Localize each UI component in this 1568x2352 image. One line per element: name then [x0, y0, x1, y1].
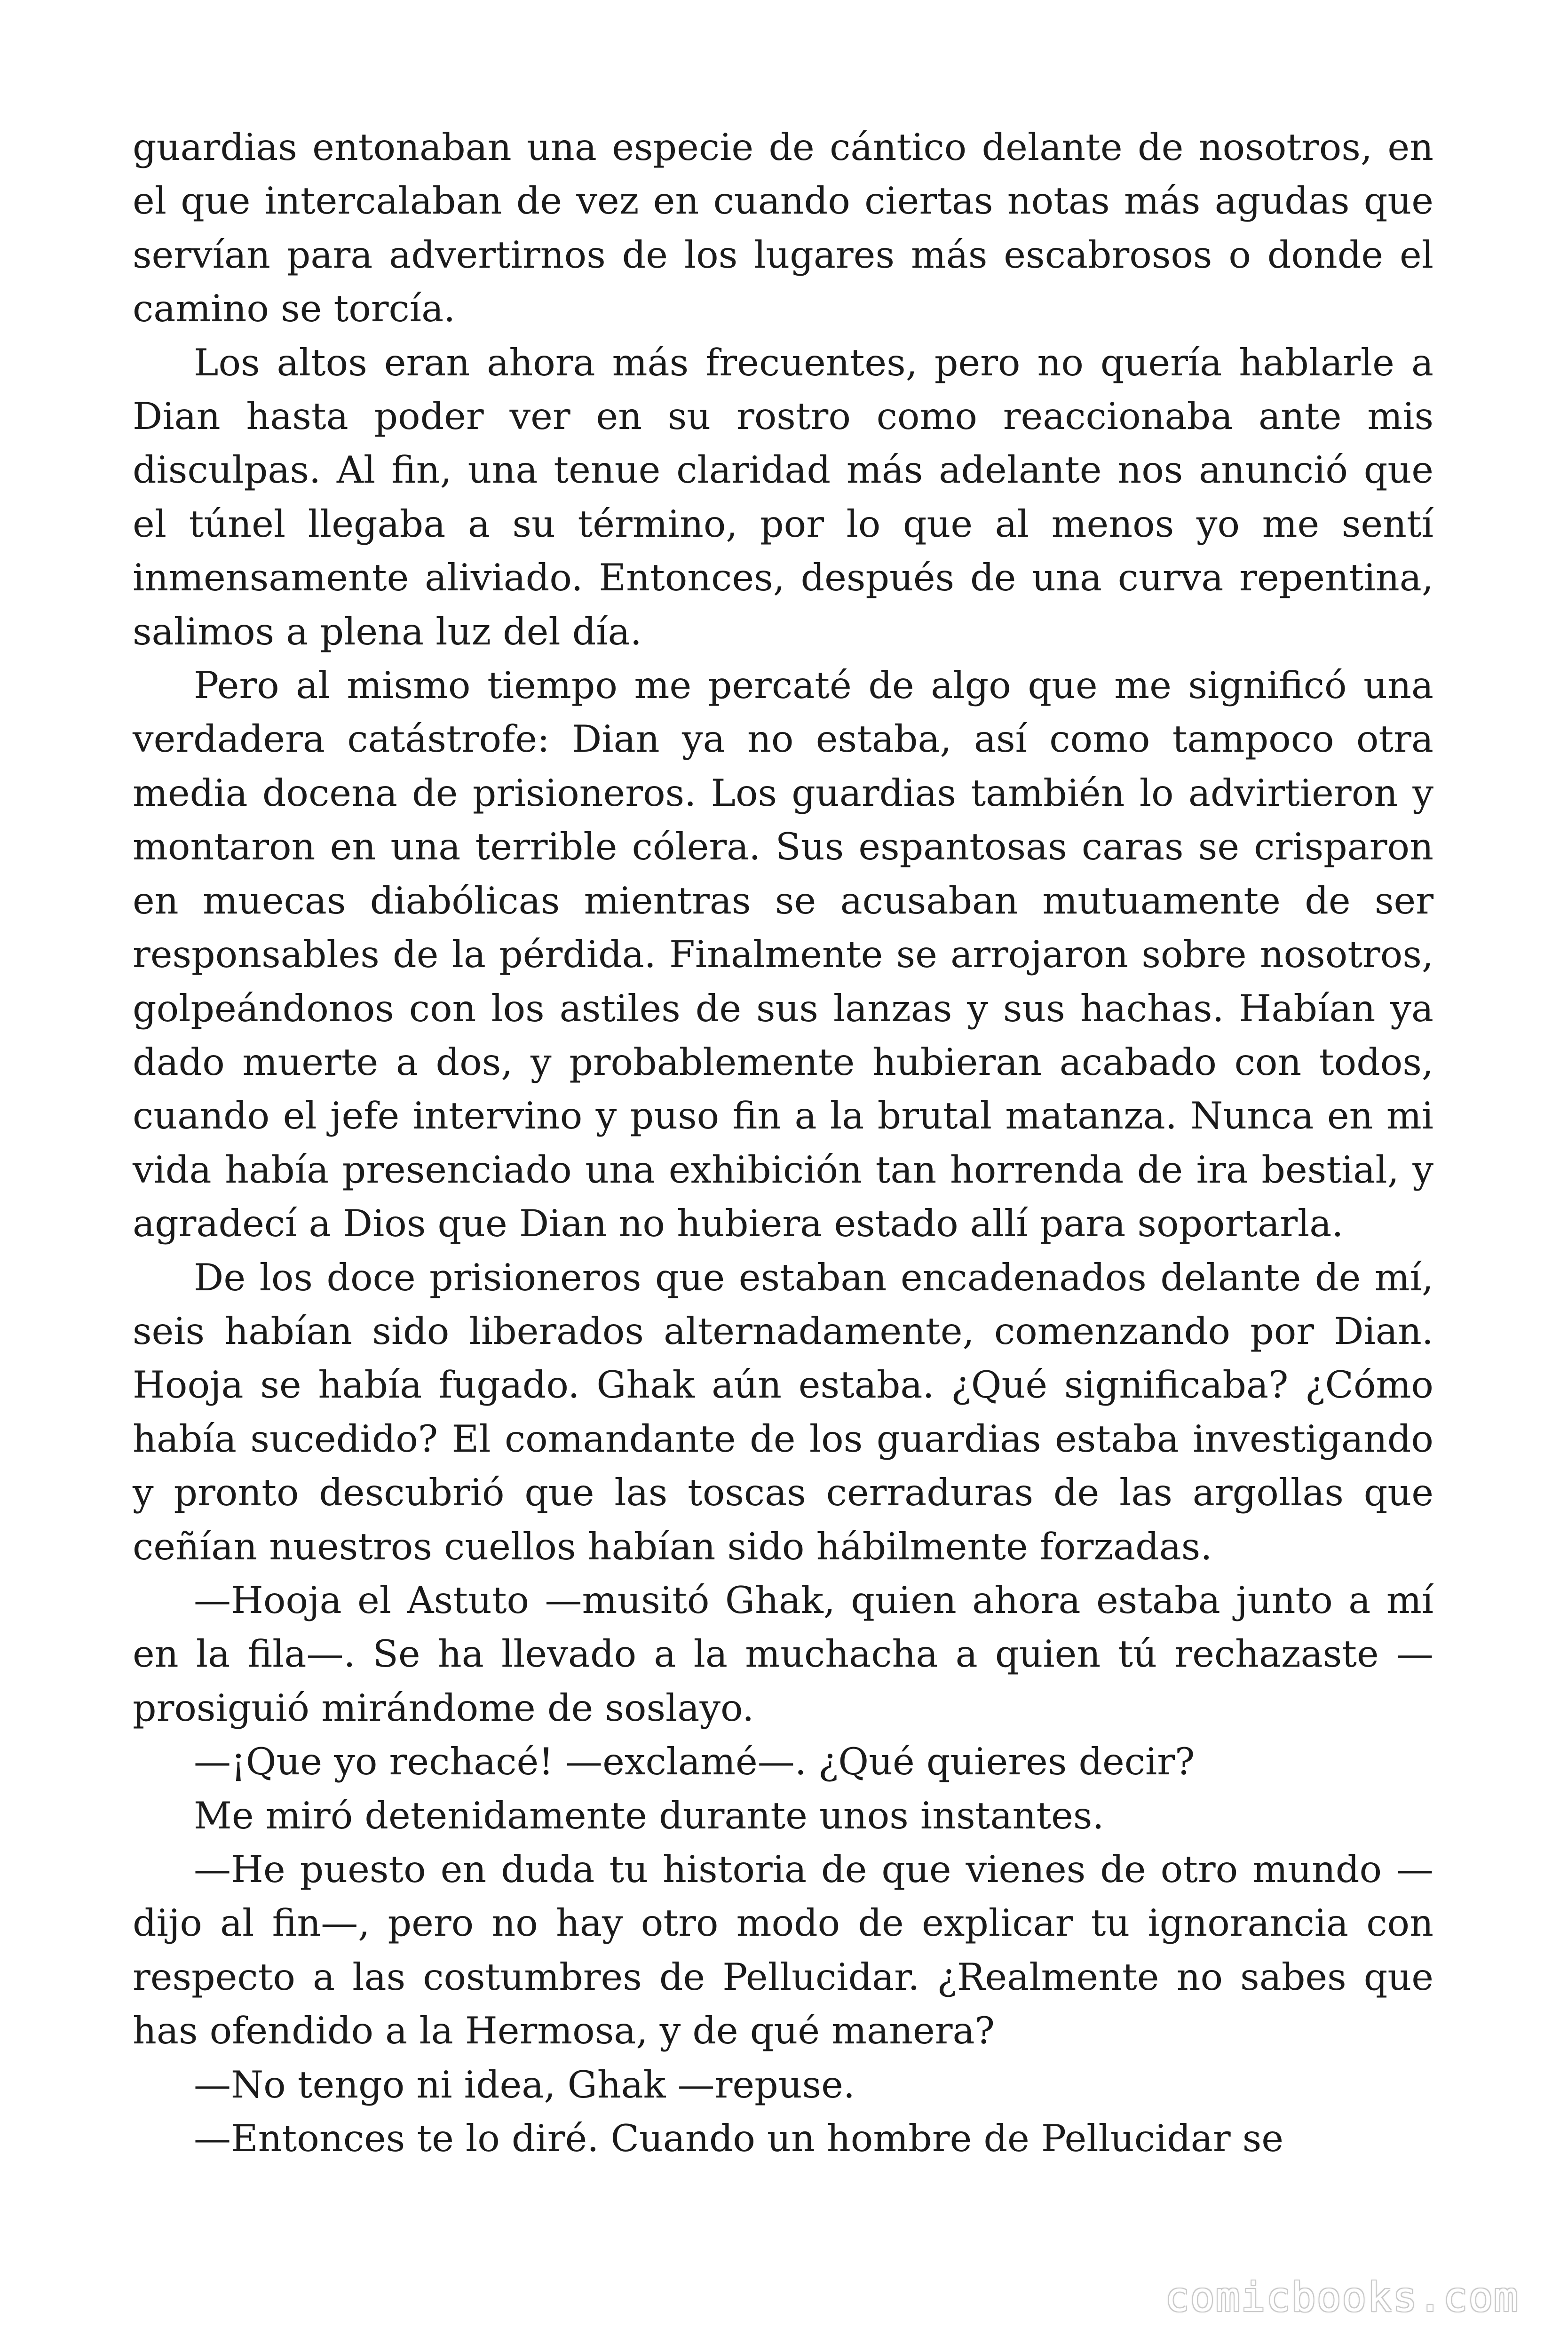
paragraph: —No tengo ni idea, Ghak —repuse. [194, 2063, 855, 2106]
paragraph: Los altos eran ahora más frecuentes, pero no quería hablarle a Dian hasta poder ver en su rostro como reaccionaba ante mis disculpas. Al fin, una tenue claridad más adelante nos anunció que el túnel llegaba a su término, por lo que al menos yo me sentí inmensamente aliviado. Entonces, después de una curva repentina, salimos a plena luz del día. [133, 341, 1433, 653]
paragraph: —¡Que yo rechacé! —exclamé—. ¿Qué quieres decir? [194, 1740, 1195, 1784]
body-text [133, 120, 1433, 2165]
watermark: comicbooks.com [1165, 2274, 1519, 2321]
paragraph: Pero al mismo tiempo me percaté de algo que me significó una verdadera catástrofe: Dian ya no estaba, así como tampoco otra media docena de prisioneros. Los guardias también lo advirtieron y montaron en una terrible cólera. Sus espantosas caras se crisparon en muecas diabólicas mientras se acusaban mutuamente de ser responsables de la pérdida. Finalmente se arrojaron sobre nosotros, golpeándonos con los astiles de sus lanzas y sus hachas. Habían ya dado muerte a dos, y probablemente hubieran acabado con todos, cuando el jefe intervino y puso fin a la brutal matanza. Nunca en mi vida había presenciado una exhibición tan horrenda de ira bestial, y agradecí a Dios que Dian no hubiera estado allí para soportarla. [133, 664, 1433, 1246]
paragraph: De los doce prisioneros que estaban encadenados delante de mí, seis habían sido liberados alternadamente, comenzando por Dian. Hooja se había fugado. Ghak aún estaba. ¿Qué significaba? ¿Cómo había sucedido? El comandante de los guardias estaba investigando y pronto descubrió que las toscas cerraduras de las argollas que ceñían nuestros cuellos habían sido hábilmente forzadas. [133, 1255, 1433, 1568]
paragraph: Me miró detenidamente durante unos instantes. [194, 1794, 1104, 1837]
paragraph: guardias entonaban una especie de cántico delante de nosotros, en el que intercalaban de vez en cuando ciertas notas más agudas que servían para advertirnos de los lugares más escabrosos o donde el camino se torcía. [133, 126, 1433, 331]
paragraph: —He puesto en duda tu historia de que vienes de otro mundo —dijo al fin—, pero no hay otro modo de explicar tu ignorancia con respecto a las costumbres de Pellucidar. ¿Realmente no sabes que has ofendido a la Hermosa, y de qué manera? [133, 1848, 1433, 2053]
paragraph: —Hooja el Astuto —musitó Ghak, quien ahora estaba junto a mí en la fila—. Se ha llevado a la muchacha a quien tú rechazaste —prosiguió mirándome de soslayo. [133, 1578, 1433, 1730]
paragraph: —Entonces te lo diré. Cuando un hombre de Pellucidar se [194, 2117, 1284, 2161]
